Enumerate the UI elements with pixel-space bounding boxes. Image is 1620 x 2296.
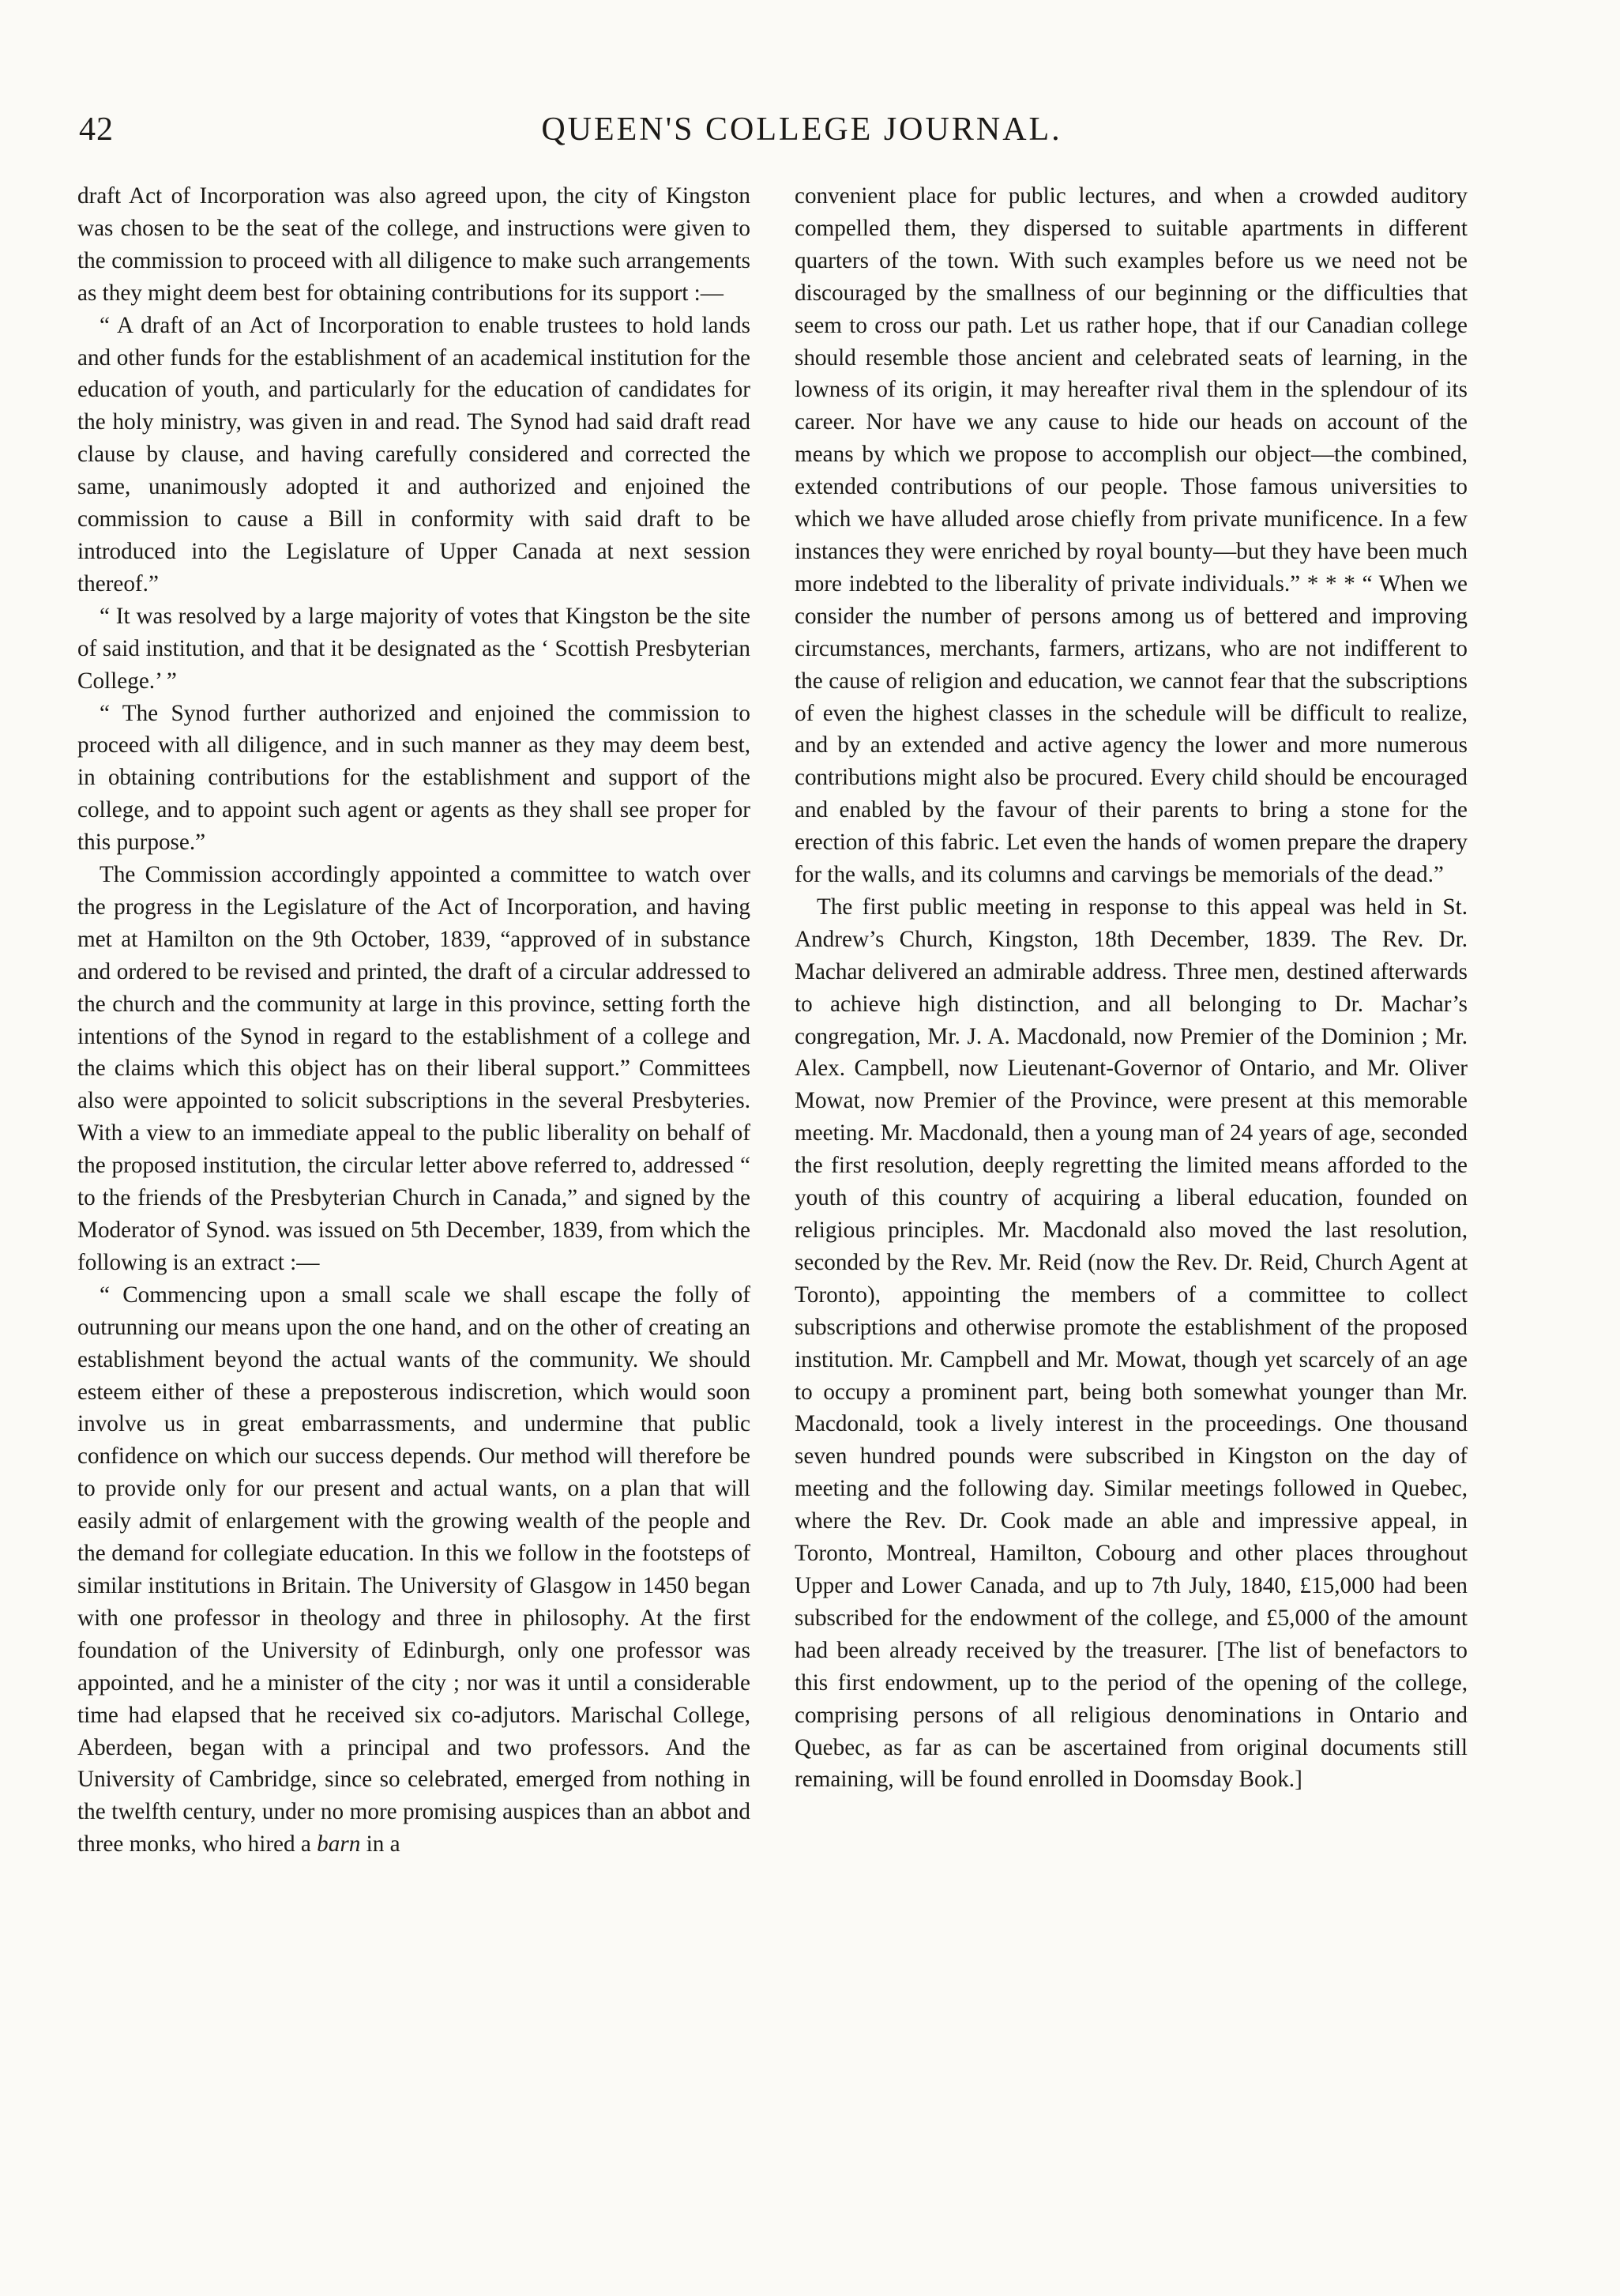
extract-text: “ Commencing upon a small scale we shall escape the folly of outrunning our means upon the one hand, and on the other of creating an establishment beyond the actual wants of the community. We should esteem either of these a preposterous indiscretion, which would soon involve us in great embarrassments, and undermine that public confidence on which our success depends. Our method will therefore be to provide only for our present and actual wants, on a plan that will easily admit of enlargement with the growing wealth of the people and the demand for collegiate education. In this we follow in the footsteps of similar institutions in Britain. The University of Glasgow in 1450 began with one professor in theology and three in philosophy. At the first foundation of the University of Edinburgh, only one professor was appointed, and he a minister of the city ; nor was it until a considerable time had elapsed that he received six co-adjutors. Marischal College, Aberdeen, began with a principal and two professors. And the University of Cambridge, since so celebrated, emerged from nothing in the twelfth century, under no more promising auspices than an abbot and three monks, who hired a [77,1282,750,1858]
right-column [795,180,1468,1796]
extract-text-tail: in a [360,1831,400,1858]
quoted-paragraph: “ The Synod further authorized and enjoined the commission to proceed with all diligence, and in such manner as they may deem best, in obtaining contributions for the establishment and support of the college, and to appoint such agent or agents as they shall see proper for this purpose.” [77,700,750,856]
circular-extract-paragraph [77,1279,750,1861]
journal-title: QUEEN'S COLLEGE JOURNAL. [541,111,1062,148]
paragraph: The first public meeting in response to this appeal was held in St. Andrew’s Church, Kingston, 18th December, 1839. The Rev. Dr. Machar delivered an admirable address. Three men, destined afterwards to achieve high distinction, and all belonging to Dr. Machar’s congregation, Mr. J. A. Macdonald, now Premier of the Dominion ; Mr. Alex. Campbell, now Lieutenant-Governor of Ontario, and Mr. Oliver Mowat, now Premier of the Province, were present at this memorable meeting. Mr. Macdonald, then a young man of 24 years of age, seconded the first resolution, deeply regretting the limited means afforded to the youth of this country of acquiring a liberal education, founded on religious principles. Mr. Macdonald also moved the last resolution, seconded by the Rev. Mr. Reid (now the Rev. Dr. Reid, Church Agent at Toronto), appointing the members of a committee to collect subscriptions and otherwise promote the establishment of the proposed institution. Mr. Campbell and Mr. Mowat, though yet scarcely of an age to occupy a prominent part, being both somewhat younger than Mr. Macdonald, took a lively interest in the proceedings. One thousand seven hundred pounds were subscribed in Kingston on the day of meeting and the following day. Similar meetings followed in Quebec, where the Rev. Dr. Cook made an able and impressive appeal, in Toronto, Montreal, Hamilton, Cobourg and other places throughout Upper and Lower Canada, and up to 7th July, 1840, £15,000 had been subscribed for the endowment of the college, and £5,000 of the amount had been already received by the treasurer. [The list of benefactors to this first endowment, up to the period of the opening of the college, comprising persons of all religious denominations in Ontario and Quebec, as far as can be ascertained from original documents still remaining, will be found enrolled in Doomsday Book.] [795,894,1468,1793]
paragraph: draft Act of Incorporation was also agreed upon, the city of Kingston was chosen to be the seat of the college, and instructions were given to the commission to proceed with all diligence to make such arrangements as they might deem best for obtaining contributions for its support :— [77,183,750,306]
paragraph: The Commission accordingly appointed a committee to watch over the progress in the Legislature of the Act of Incorporation, and having met at Hamilton on the 9th October, 1839, “approved of in substance and ordered to be revised and printed, the draft of a circular addressed to the church and the community at large in this province, setting forth the intentions of the Synod in regard to the establishment of a college and the claims which this object has on their liberal support.” Committees also were appointed to solicit subscriptions in the several Presbyteries. With a view to an immediate appeal to the public liberality on behalf of the proposed institution, the circular letter above referred to, addressed “ to the friends of the Presbyterian Church in Canada,” and signed by the Moderator of Synod. was issued on 5th December, 1839, from which the following is an extract :— [77,862,750,1275]
left-column [77,180,750,1861]
quoted-paragraph: “ It was resolved by a large majority of votes that Kingston be the site of said institution, and that it be designated as the ‘ Scottish Presbyterian College.’ ” [77,603,750,694]
italic-word: barn [317,1831,361,1858]
quoted-paragraph: “ A draft of an Act of Incorporation to enable trustees to hold lands and other funds for the establishment of an academical institution for the education of youth, and particularly for the education of candidates for the holy ministry, was given in and read. The Synod had said draft read clause by clause, and having carefully considered and corrected the same, unanimously adopted it and authorized and enjoined the commission to cause a Bill in conformity with said draft to be introduced into the Legislature of Upper Canada at next session thereof.” [77,312,750,597]
page-number: 42 [79,111,114,148]
paragraph: convenient place for public lectures, and when a crowded auditory compelled them, they dispersed to suitable apartments in different quarters of the town. With such examples before us we need not be discouraged by the smallness of our beginning or the difficulties that seem to cross our path. Let us rather hope, that if our Canadian college should resemble those ancient and celebrated seats of learning, in the lowness of its origin, it may hereafter rival them in the splendour of its career. Nor have we any cause to hide our heads on account of the means by which we propose to accomplish our object—the combined, extended contributions of our people. Those famous universities to which we have alluded arose chiefly from private munificence. In a few instances they were enriched by royal bounty—but they have been much more indebted to the liberality of private individuals.” * * * “ When we consider the number of persons among us of bettered and improving circumstances, merchants, farmers, artizans, who are not indifferent to the cause of religion and education, we cannot fear that the subscriptions of even the highest classes in the schedule will be difficult to realize, and by an extended and active agency the lower and more numerous contributions might also be procured. Every child should be encouraged and enabled by the favour of their parents to bring a stone for the erection of this fabric. Let even the hands of women prepare the drapery for the walls, and its columns and carvings be memorials of the dead.” [795,183,1468,888]
page-header [79,111,1524,158]
